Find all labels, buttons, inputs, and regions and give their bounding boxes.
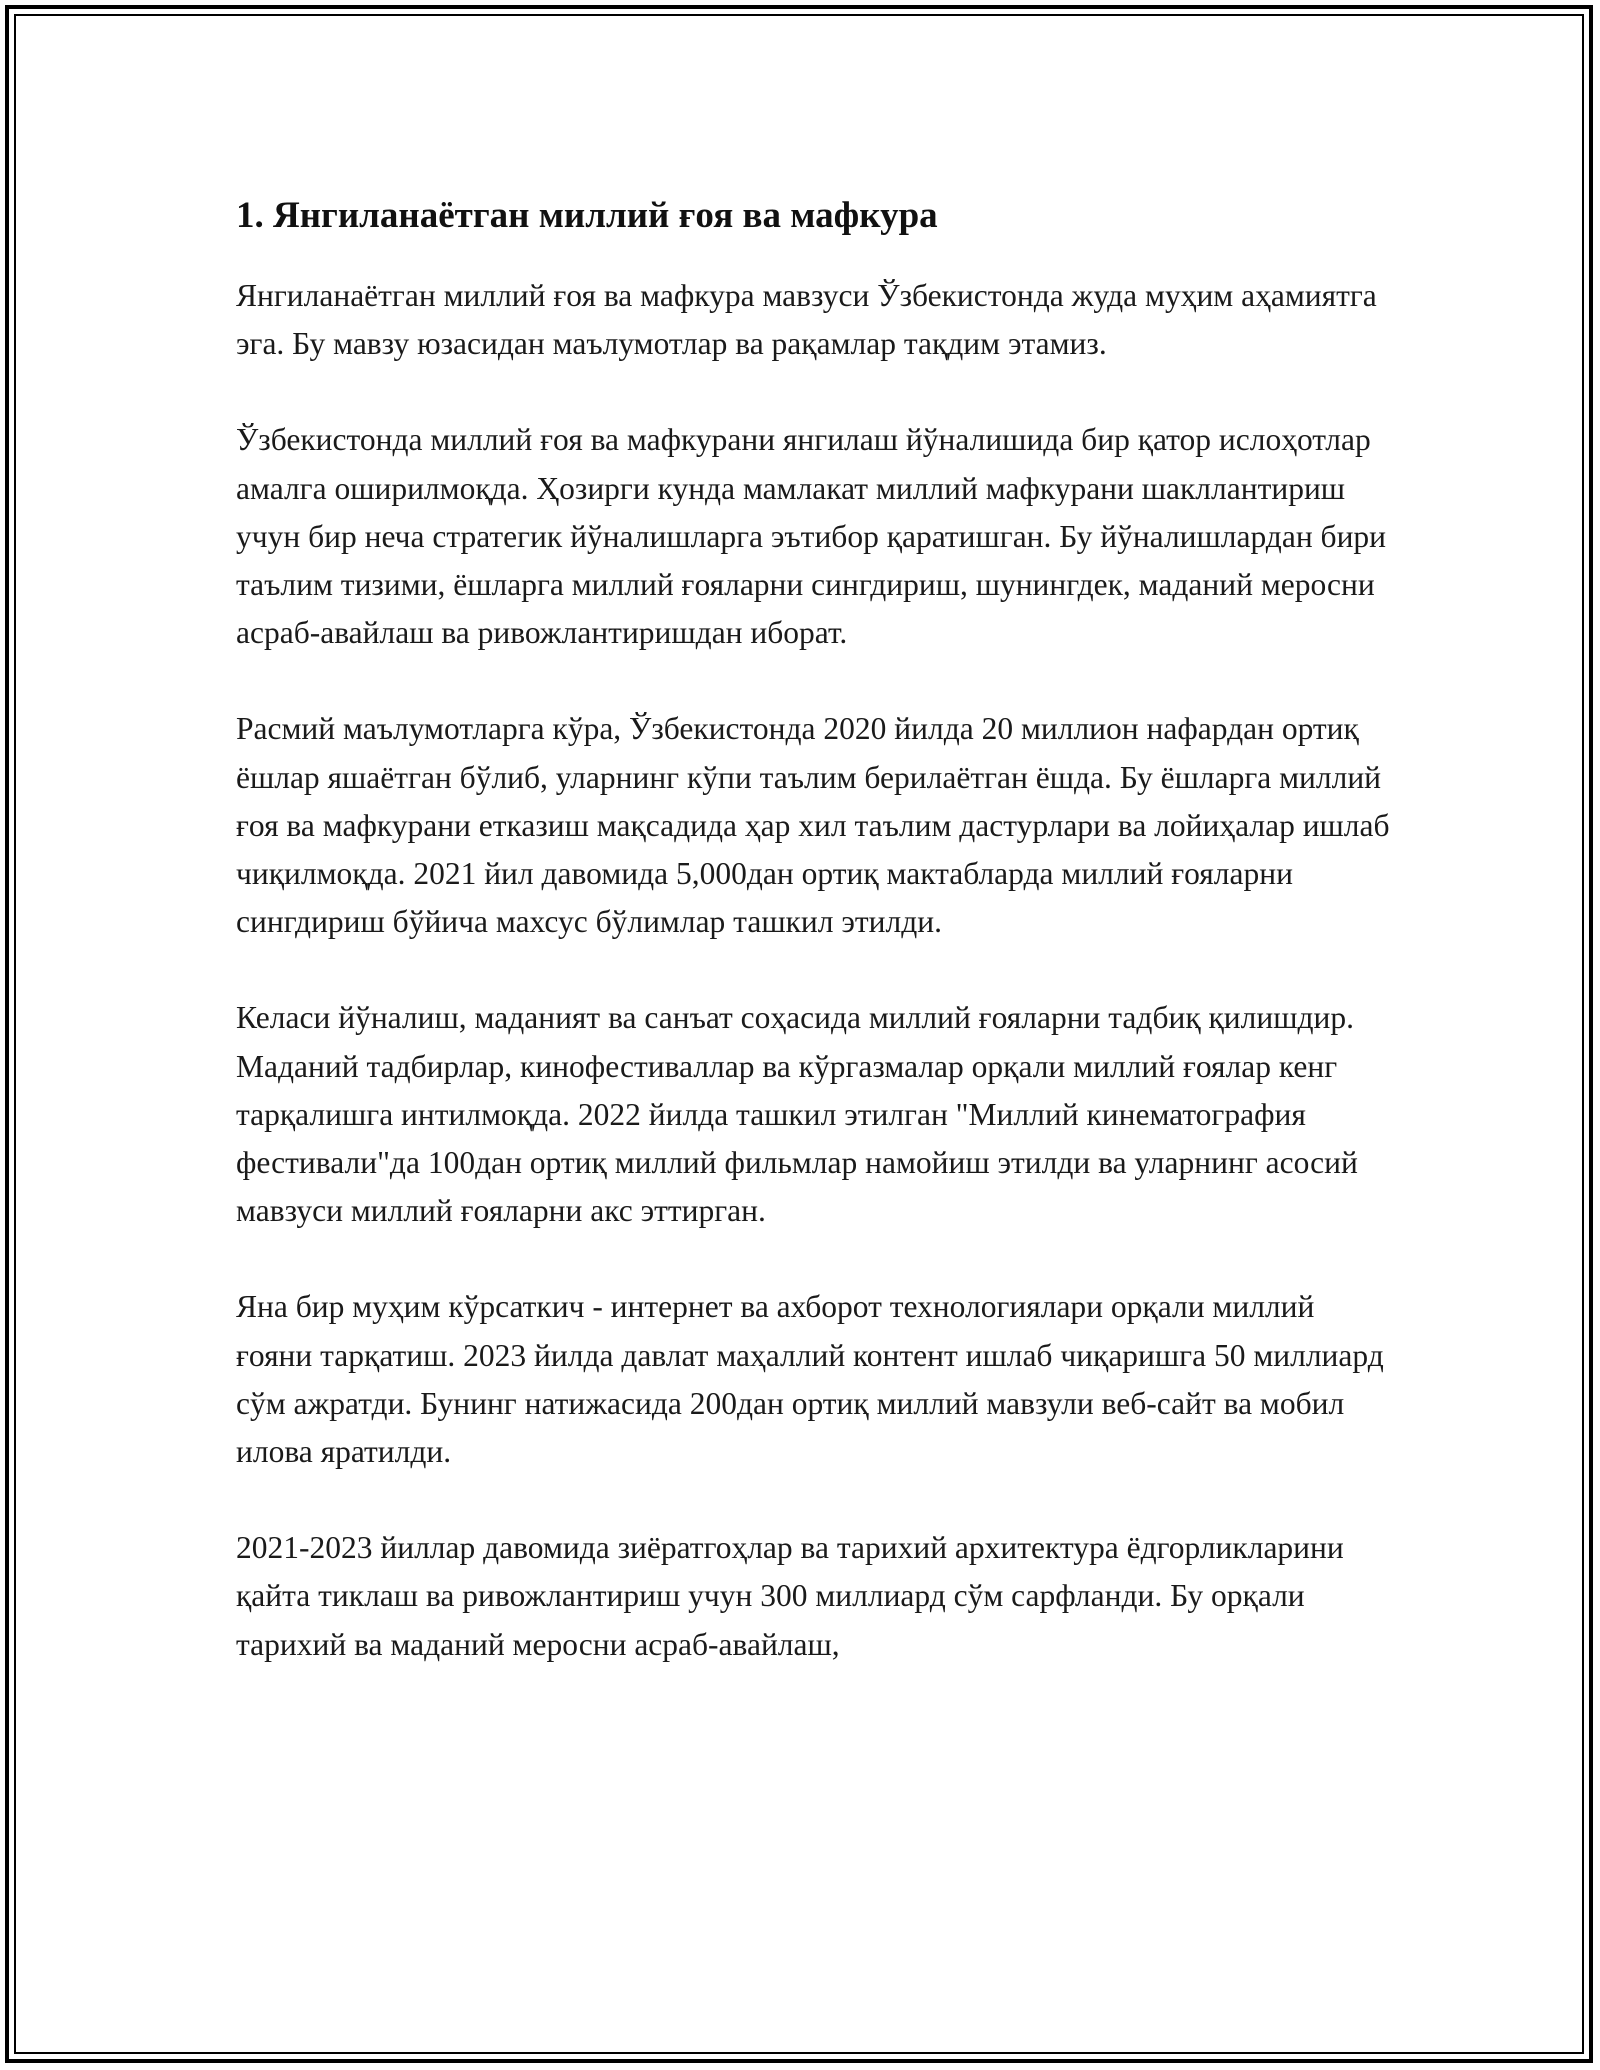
paragraph-intro: Янгиланаётган миллий ғоя ва мафкура мавзуси Ўзбекистонда жуда муҳим аҳамиятга эга. Бу мавзу юзасидан маълумотлар ва рақамлар тақдим этамиз. [236,278,1377,362]
paragraph-youth-statistics: Расмий маълумотларга кўра, Ўзбекистонда 2020 йилда 20 миллион нафардан ортиқ ёшлар яшаётган бўлиб, уларнинг кўпи таълим берилаётган ёшда. Бу ёшларга миллий ғоя ва мафкурани етказиш мақсадида ҳар хил таълим дастурлари ва лойиҳалар ишлаб чиқилмоқда. 2021 йил давомида 5,000дан ортиқ мактабларда миллий ғояларни сингдириш бўйича махсус бўлимлар ташкил этилди. [236,711,1390,940]
paragraph-reforms: Ўзбекистонда миллий ғоя ва мафкурани янгилаш йўналишида бир қатор ислоҳотлар амалга оширилмоқда. Ҳозирги кунда мамлакат миллий мафкурани шакллантириш учун бир неча стратегик йўналишларга эътибор қаратишган. Бу йўналишлардан бири таълим тизими, ёшларга миллий ғояларни сингдириш, шунингдек, маданий меросни асраб-авайлаш ва ривожлантиришдан иборат. [236,422,1387,651]
document-title: 1. Янгиланаётган миллий ғоя ва мафкура [236,195,938,236]
paragraph-heritage-restoration: 2021-2023 йиллар давомида зиёратгоҳлар ва тарихий архитектура ёдгорликларини қайта тиклаш ва ривожлантириш учун 300 миллиард сўм сарфланди. Бу орқали тарихий ва маданий меросни асраб-авайлаш, [236,1530,1344,1662]
document-body [236,186,1396,1717]
paragraph-internet-technology: Яна бир муҳим кўрсаткич - интернет ва ахборот технологиялари орқали миллий ғояни тарқатиш. 2023 йилда давлат маҳаллий контент ишлаб чиқаришга 50 миллиард сўм ажратди. Бунинг натижасида 200дан ортиқ миллий мавзули веб-сайт ва мобил илова яратилди. [236,1289,1384,1470]
paragraph-culture-arts: Келаси йўналиш, маданият ва санъат соҳасида миллий ғояларни тадбиқ қилишдир. Маданий тадбирлар, кинофестиваллар ва кўргазмалар орқали миллий ғоялар кенг тарқалишга интилмоқда. 2022 йилда ташкил этилган "Миллий кинематография фестивали"да 100дан ортиқ миллий фильмлар намойиш этилди ва уларнинг асосий мавзуси миллий ғояларни акс эттирган. [236,1000,1358,1229]
